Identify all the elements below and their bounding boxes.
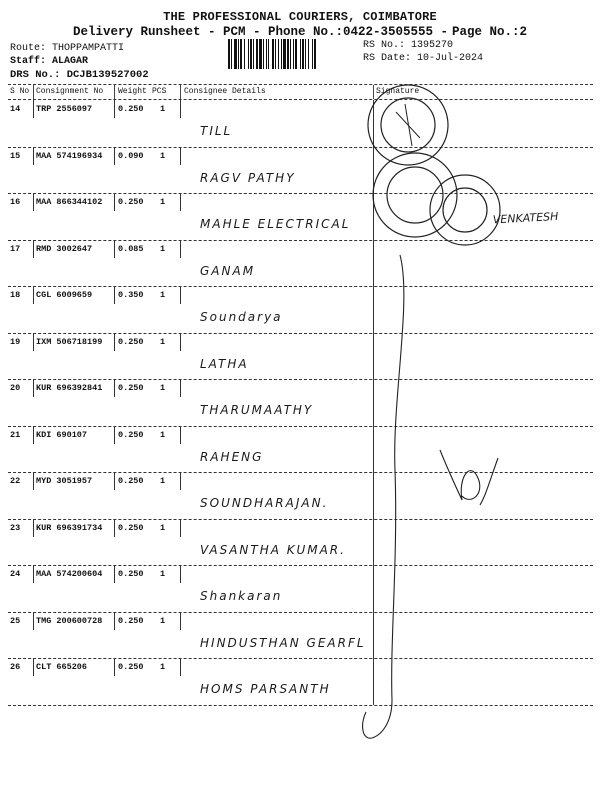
row-consignee-handwritten: THARUMAATHY [200,403,314,417]
col-consignment: Consignment No [36,87,104,96]
row-pcs: 1 [160,522,166,533]
barcode-bar [300,39,301,69]
signature-column-divider [373,147,374,194]
barcode-bar [293,39,294,69]
barcode-bar [266,39,267,69]
row-consignee-handwritten: LATHA [200,356,249,371]
header-divider [33,85,34,99]
row-sno: 14 [10,104,21,114]
row-pcs: 1 [160,383,166,393]
row-weight: 0.250 [118,569,144,579]
row-consignee-handwritten: Soundarya [200,310,283,324]
row-sno: 21 [10,429,21,440]
barcode-bar [238,39,239,69]
col-weight: Weight [118,87,147,96]
row-consignment-no: RMD 3002647 [36,243,93,254]
row-consignment-no: IXM 506718199 [36,336,103,347]
table-row [8,565,593,612]
table-header [8,85,593,99]
row-column-divider [114,426,115,444]
row-sno: 17 [10,243,21,254]
row-consignment-no: CLT 665206 [36,662,88,672]
table-row [8,472,593,519]
rs-number: RS No.: 1395270 [363,40,454,51]
row-column-divider [180,286,181,304]
row-pcs: 1 [160,615,166,626]
row-weight: 0.250 [118,429,144,440]
row-sno: 25 [10,615,21,626]
barcode-bar [287,39,289,69]
row-consignment-no: KDI 690107 [36,429,88,440]
row-column-divider [33,240,34,258]
barcode-bar [275,39,276,69]
row-column-divider [114,240,115,258]
row-column-divider [33,379,34,397]
row-column-divider [180,519,181,537]
row-column-divider [33,100,34,118]
row-consignee-handwritten: VASANTHA KUMAR. [200,542,346,557]
barcode-bar [268,39,269,69]
signature-column-divider [373,658,374,705]
barcode-bar [281,39,282,69]
row-consignment-no: MAA 866344102 [36,197,103,207]
row-weight: 0.350 [118,290,144,300]
row-column-divider [33,565,34,583]
row-pcs: 1 [160,662,166,672]
barcode-bar [256,39,258,69]
header-divider [373,85,374,99]
row-column-divider [33,612,34,630]
row-pcs: 1 [160,476,166,486]
row-column-divider [114,519,115,537]
row-column-divider [33,193,34,211]
row-consignee-handwritten: RAHENG [200,449,264,464]
row-column-divider [33,426,34,444]
row-pcs: 1 [160,243,166,254]
row-column-divider [114,658,115,676]
row-column-divider [180,240,181,258]
signature-column-divider [373,240,374,287]
page-number: Page No.:2 [452,25,528,39]
row-consignment-no: KUR 696392841 [36,383,103,393]
barcode-bar [308,39,309,69]
signature-column-divider [373,100,374,147]
row-sno: 24 [10,569,21,579]
row-weight: 0.250 [118,104,144,114]
row-column-divider [180,612,181,630]
barcode-bar [234,39,237,69]
row-column-divider [33,472,34,490]
barcode-bar [253,39,254,69]
row-weight: 0.085 [118,243,144,254]
table-row [8,240,593,287]
row-pcs: 1 [160,104,166,114]
col-pcs: PCS [152,87,167,96]
row-pcs: 1 [160,290,166,300]
rs-date: RS Date: 10-Jul-2024 [363,53,484,64]
row-weight: 0.250 [118,615,144,626]
header-divider [114,85,115,99]
row-column-divider [180,193,181,211]
row-pcs: 1 [160,429,166,440]
row-column-divider [180,472,181,490]
barcode-bar [302,39,304,69]
row-pcs: 1 [160,150,166,161]
table-row [8,519,593,566]
row-consignment-no: CGL 6009659 [36,290,93,300]
row-column-divider [180,658,181,676]
row-consignment-no: TRP 2556097 [36,104,93,114]
row-divider [8,705,593,706]
barcode-bar [290,39,291,69]
barcode-bar [244,39,245,69]
row-column-divider [180,426,181,444]
row-pcs: 1 [160,197,166,207]
row-column-divider [180,565,181,583]
row-consignment-no: MYD 3051957 [36,476,93,486]
row-weight: 0.250 [118,383,144,393]
table-row [8,193,593,240]
table-row [8,333,593,380]
handwritten-signature-name: VENKATESH [492,209,559,227]
runsheet-title [0,25,600,39]
row-weight: 0.250 [118,197,144,207]
barcode-bar [250,39,252,69]
signature-column-divider [373,612,374,659]
row-consignment-no: TMG 200600728 [36,615,103,626]
barcode-bar [278,39,279,69]
barcode-bar [259,39,262,69]
row-pcs: 1 [160,569,166,579]
company-title: THE PROFESSIONAL COURIERS, COIMBATORE [163,10,437,24]
table-row [8,100,593,147]
signature-column-divider [373,286,374,333]
row-column-divider [114,379,115,397]
signature-column-divider [373,193,374,240]
row-column-divider [33,519,34,537]
row-sno: 18 [10,290,21,300]
row-consignee-handwritten: TILL [200,124,233,138]
runsheet-title-text: Delivery Runsheet - PCM - Phone No.:0422-3505555 - [72,25,449,39]
row-column-divider [114,472,115,490]
barcode-bar [314,39,316,69]
signature-column-divider [373,565,374,612]
row-pcs: 1 [160,336,166,347]
row-column-divider [114,100,115,118]
row-sno: 16 [10,197,21,207]
row-sno: 22 [10,476,21,486]
col-signature: Signature [376,87,420,96]
row-column-divider [114,333,115,351]
barcode-bar [283,39,286,69]
barcode-bar [305,39,306,69]
staff-label: Staff: ALAGAR [10,56,89,67]
row-consignee-handwritten: MAHLE ELECTRICAL [200,217,351,231]
row-consignee-handwritten: RAGV PATHY [200,170,296,185]
barcode-bar [312,39,313,69]
barcode-bar [248,39,249,69]
table-row [8,286,593,333]
row-sno: 15 [10,150,21,161]
signature-column-divider [373,519,374,566]
barcode-bar [272,39,274,69]
signature-column-divider [373,333,374,380]
barcode-bar [263,39,264,69]
table-row [8,426,593,473]
barcode-bar [240,39,242,69]
row-consignee-handwritten: HINDUSTHAN GEARFL [200,635,366,650]
row-column-divider [33,286,34,304]
row-weight: 0.250 [118,662,144,672]
row-consignee-handwritten: Shankaran [200,589,283,603]
row-weight: 0.250 [118,522,144,533]
table-row [8,658,593,705]
drs-number: DRS No.: DCJB139527002 [10,69,149,81]
signature-column-divider [373,426,374,473]
route-label: Route: THOPPAMPATTI [10,43,125,54]
barcode-bar [295,39,297,69]
row-weight: 0.090 [118,150,144,161]
header-divider [180,85,181,99]
table-row [8,147,593,194]
row-sno: 26 [10,662,21,672]
row-column-divider [33,333,34,351]
row-weight: 0.250 [118,476,144,486]
row-column-divider [33,147,34,165]
row-consignment-no: MAA 574200604 [36,569,103,579]
row-consignee-handwritten: GANAM [200,263,256,278]
barcode-image [228,39,356,69]
row-consignee-handwritten: SOUNDHARAJAN. [200,496,329,510]
row-column-divider [180,147,181,165]
row-sno: 23 [10,522,21,533]
row-sno: 19 [10,336,21,347]
row-column-divider [33,658,34,676]
row-column-divider [180,100,181,118]
row-consignee-handwritten: HOMS PARSANTH [200,682,331,696]
row-column-divider [180,333,181,351]
table-row [8,612,593,659]
table-row [8,379,593,426]
row-consignment-no: KUR 696391734 [36,522,103,533]
row-column-divider [114,147,115,165]
barcode-bar [228,39,230,69]
row-consignment-no: MAA 574196934 [36,150,103,161]
col-sno: S No [10,87,30,96]
row-column-divider [114,612,115,630]
row-sno: 20 [10,383,21,393]
barcode-bar [231,39,232,69]
row-column-divider [180,379,181,397]
row-column-divider [114,565,115,583]
signature-column-divider [373,379,374,426]
row-column-divider [114,286,115,304]
row-column-divider [114,193,115,211]
row-weight: 0.250 [118,336,144,347]
col-consignee: Consignee Details [184,87,266,96]
signature-column-divider [373,472,374,519]
